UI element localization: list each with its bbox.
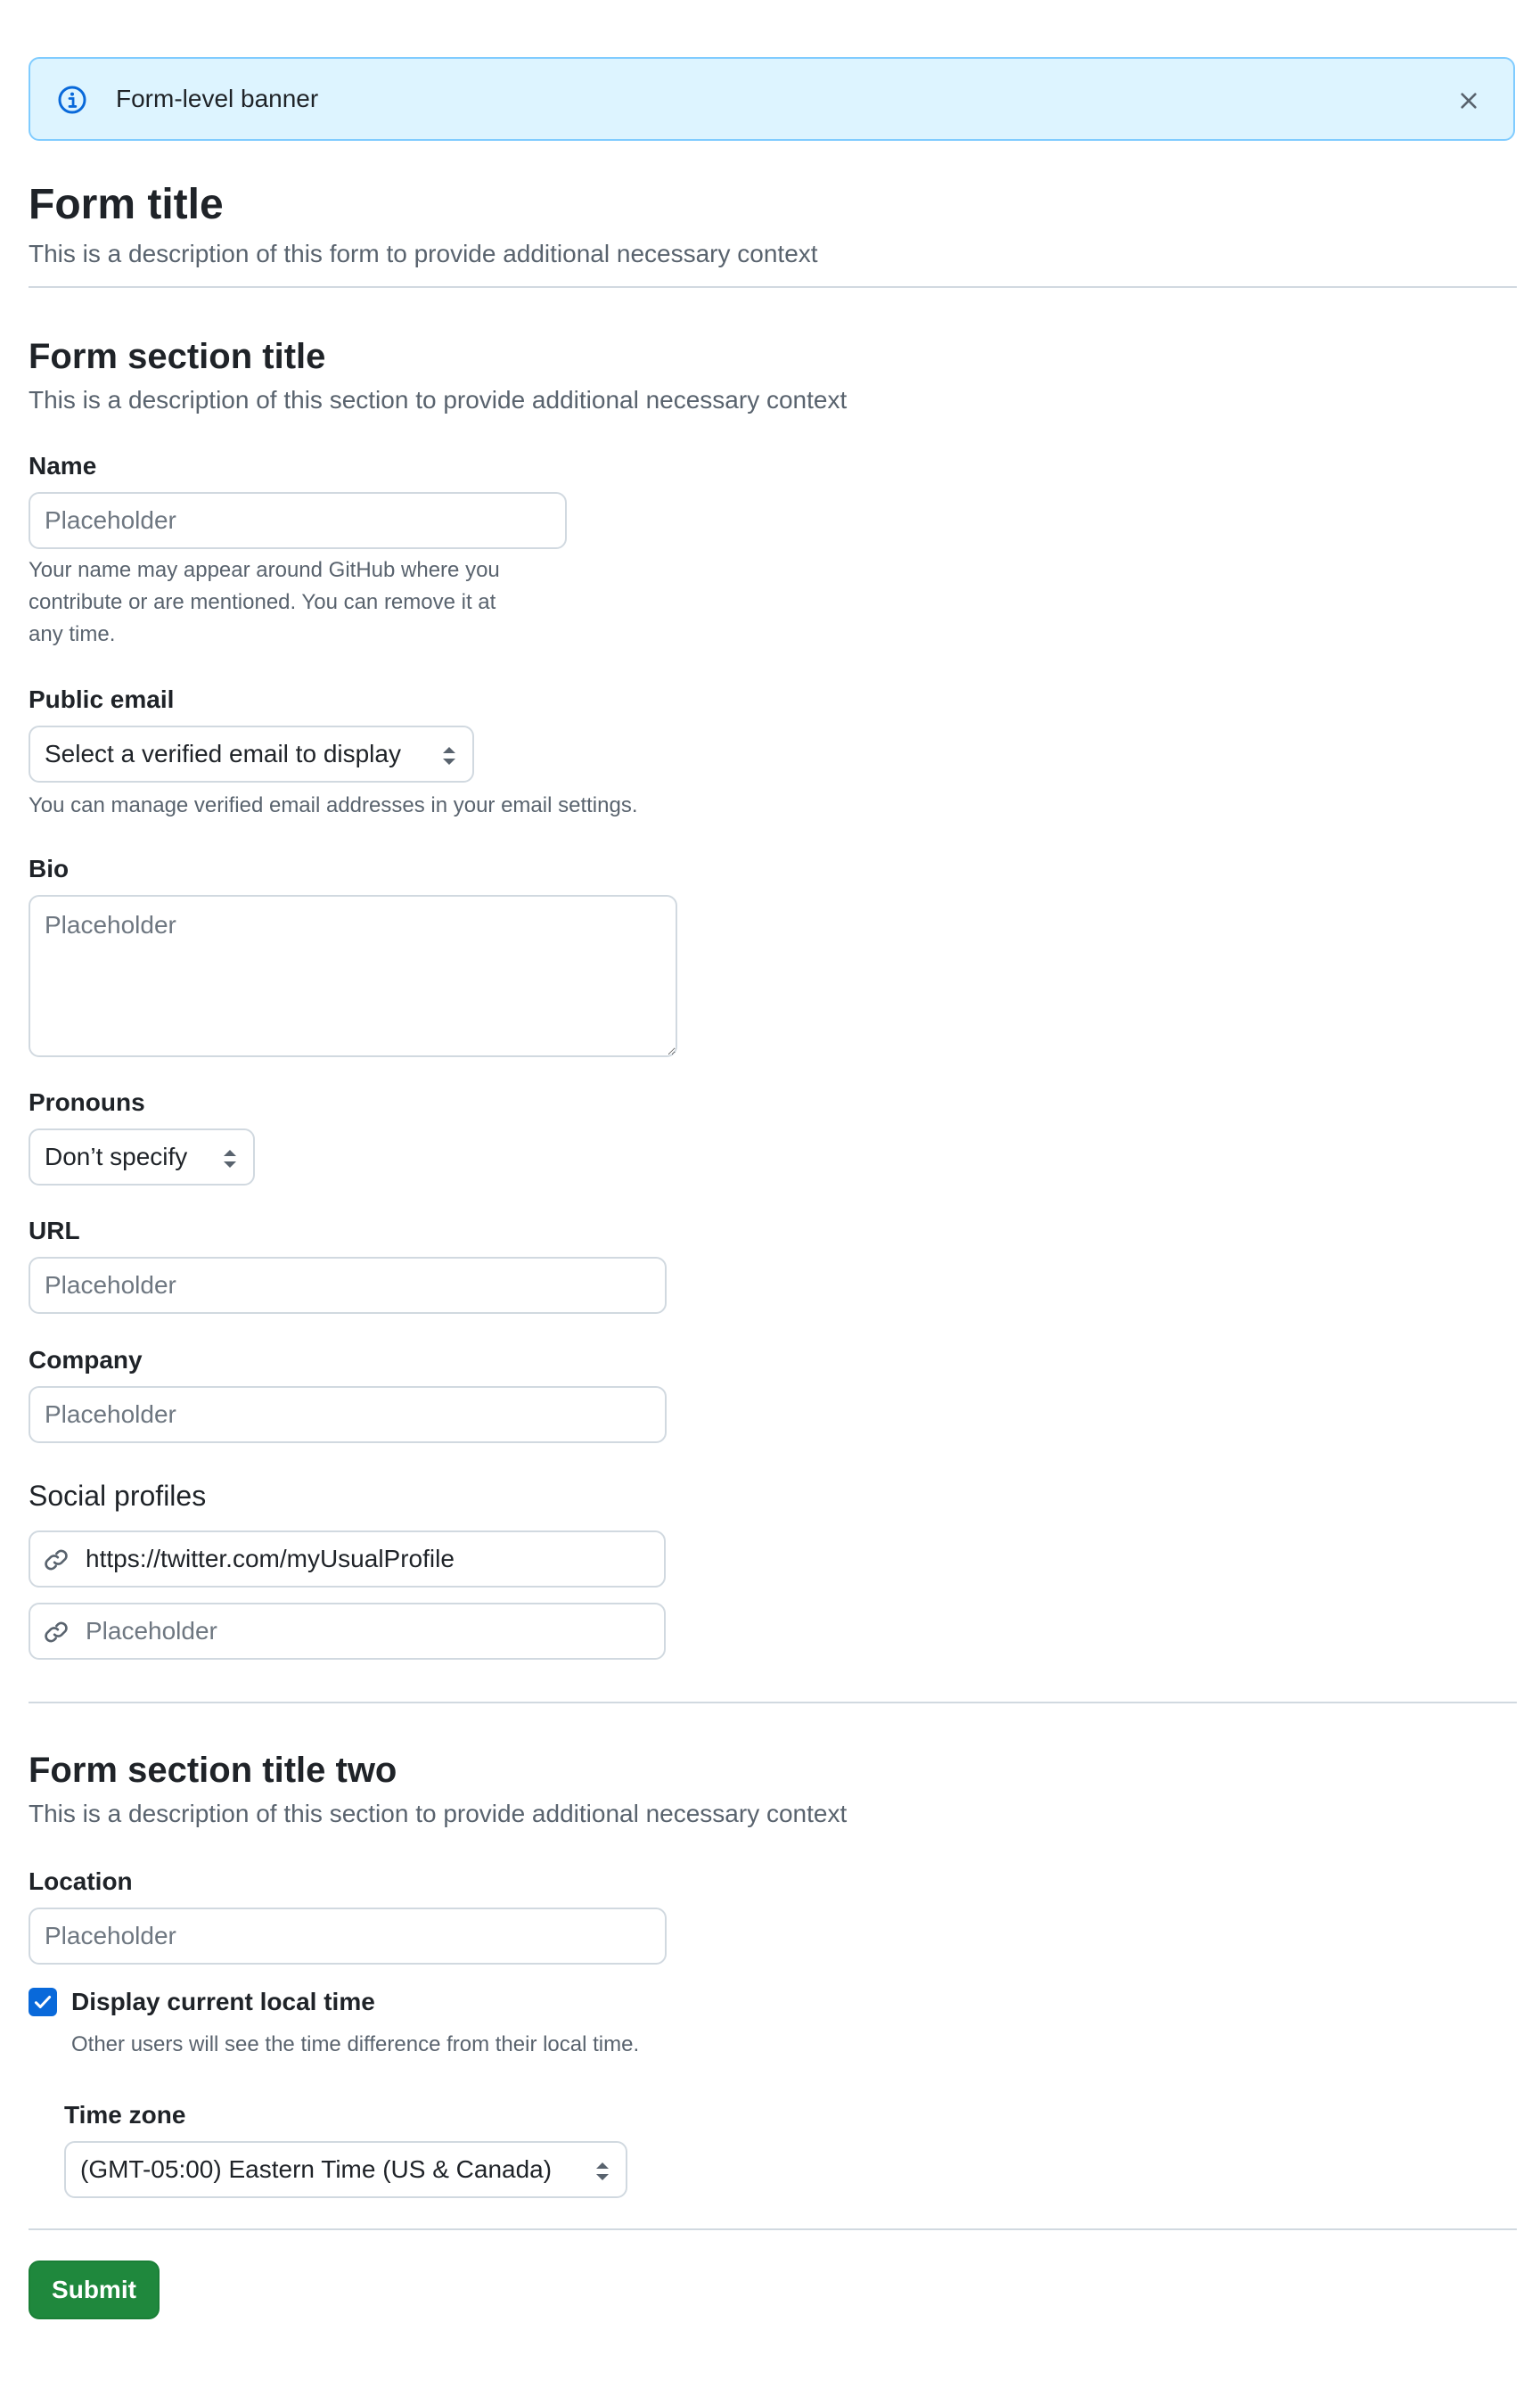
bio-label: Bio: [29, 855, 70, 882]
name-caption-line: Your name may appear around GitHub where you: [29, 558, 500, 582]
form-level-banner: [29, 57, 1515, 141]
local-time-caption: Other users will see the time difference from their local time.: [71, 2032, 640, 2056]
url-input[interactable]: [29, 1257, 667, 1314]
pronouns-label: Pronouns: [29, 1088, 145, 1116]
public-email-select[interactable]: [29, 726, 474, 783]
url-label: URL: [29, 1217, 80, 1244]
company-label: Company: [29, 1346, 143, 1374]
form-title: Form title: [29, 181, 224, 228]
social-profile-input[interactable]: [86, 1604, 647, 1658]
timezone-label: Time zone: [64, 2101, 186, 2129]
check-icon: [33, 1992, 53, 2012]
location-input[interactable]: [29, 1908, 667, 1965]
public-email-label: Public email: [29, 685, 175, 713]
select-arrows-icon: [219, 1146, 241, 1171]
bio-textarea[interactable]: [29, 895, 677, 1057]
timezone-select[interactable]: [64, 2141, 627, 2198]
local-time-label[interactable]: Display current local time: [71, 1988, 375, 2015]
pronouns-selected: Don’t specify: [45, 1143, 188, 1170]
timezone-selected: (GMT-05:00) Eastern Time (US & Canada): [80, 2155, 553, 2183]
submit-button[interactable]: Submit: [29, 2261, 160, 2319]
name-caption-line: contribute or are mentioned. You can remove it at: [29, 590, 496, 614]
link-icon: [43, 1547, 70, 1573]
banner-text: Form-level banner: [116, 85, 319, 112]
footer-divider: [29, 2228, 1517, 2230]
name-input[interactable]: [29, 492, 567, 549]
name-label: Name: [29, 452, 97, 480]
location-label: Location: [29, 1867, 133, 1895]
info-icon: [57, 85, 87, 115]
section-two-description: This is a description of this section to provide additional necessary context: [29, 1800, 848, 1827]
pronouns-select[interactable]: [29, 1128, 255, 1186]
social-profile-field: [29, 1530, 666, 1588]
section-title-two: Form section title two: [29, 1751, 397, 1790]
social-profile-field: [29, 1603, 666, 1660]
link-icon: [43, 1619, 70, 1645]
public-email-selected: Select a verified email to display: [45, 740, 401, 767]
select-arrows-icon: [592, 2159, 613, 2184]
public-email-caption: You can manage verified email addresses in your email settings.: [29, 793, 638, 817]
select-arrows-icon: [438, 743, 460, 768]
close-icon: [1457, 89, 1480, 112]
social-profile-input[interactable]: [86, 1532, 647, 1586]
form-header-divider: [29, 286, 1517, 288]
section-divider: [29, 1702, 1517, 1703]
company-input[interactable]: [29, 1386, 667, 1443]
social-profiles-label: Social profiles: [29, 1480, 207, 1512]
name-caption: [29, 554, 581, 651]
banner-close-button[interactable]: [1451, 83, 1487, 119]
name-caption-line: any time.: [29, 622, 116, 646]
form-description: This is a description of this form to provide additional necessary context: [29, 240, 818, 267]
local-time-checkbox[interactable]: [29, 1988, 57, 2016]
section-description: This is a description of this section to provide additional necessary context: [29, 386, 848, 414]
section-title: Form section title: [29, 337, 326, 376]
